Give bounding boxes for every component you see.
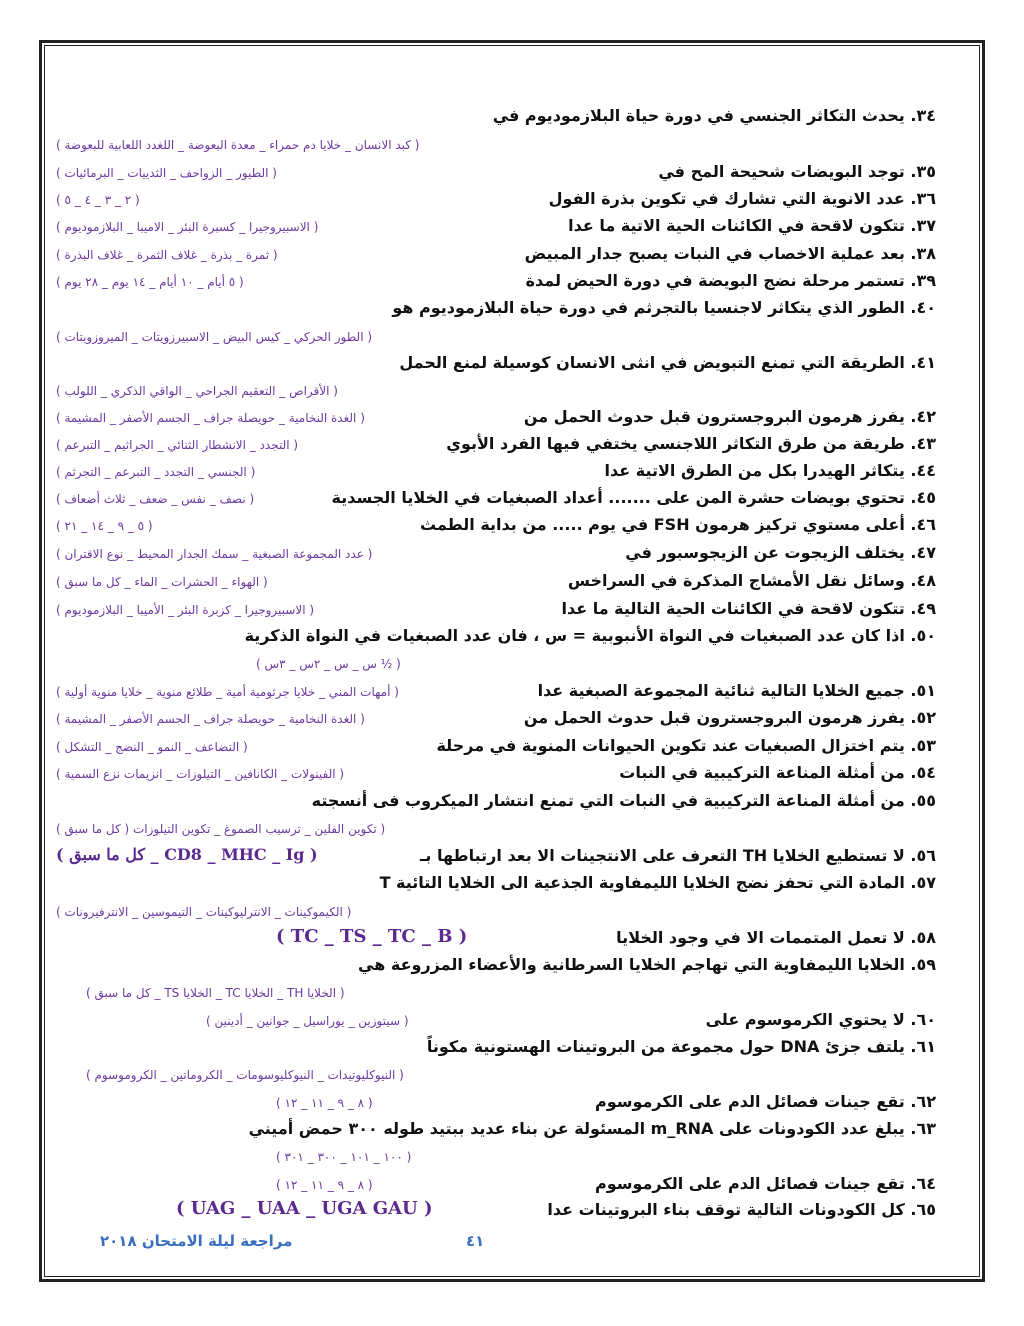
question-40	[56, 296, 936, 322]
question-57-options	[56, 899, 936, 925]
question-38	[56, 242, 936, 268]
answer-options: ( الطور الحركي _ كيس البيض _ الاسبيرزويتات _ الميروزويتات )	[56, 330, 373, 344]
answer-options: ( الاسبيروجيرا _ كسبرة البئر _ الاميبا _ البلازموديوم )	[56, 220, 319, 234]
question-text: ٣٨. بعد عملية الاخصاب في النبات يصبح جدار المبيض	[524, 244, 936, 263]
answer-options: ( UAG _ UAA _ UGA GAU )	[176, 1198, 433, 1219]
question-text: ٣٧. تتكون لاقحة في الكائنات الحية الاتية ما عدا	[568, 216, 936, 235]
question-54	[56, 761, 936, 787]
question-62	[56, 1090, 936, 1116]
question-55-options	[56, 816, 936, 842]
question-61	[56, 1035, 936, 1061]
question-text: ٤١. الطريقة التي تمنع التبويض في انثى الانسان كوسيلة لمنع الحمل	[399, 353, 936, 372]
question-text: ٤٤. يتكاثر الهيدرا بكل من الطرق الاتية عدا	[604, 461, 936, 480]
question-text: ٣٦. عدد الانوية التي تشارك في تكوين بذرة الفول	[548, 189, 936, 208]
question-56	[56, 844, 936, 870]
answer-options: ( التضاعف _ النمو _ النضج _ التشكل )	[56, 740, 248, 754]
question-45	[56, 486, 936, 512]
answer-options: ( ٥ أيام _ ١٠ أيام _ ١٤ يوم _ ٢٨ يوم )	[56, 275, 244, 289]
question-text: ٣٩. تستمر مرحلة نضج البويضة في دورة الحيض لمدة	[525, 271, 936, 290]
answer-options: ( الخلايا TH _ الخلايا TC _ الخلايا TS _ كل ما سبق )	[86, 986, 345, 1000]
question-text: ٤٩. تتكون لاقحة في الكائنات الحية التالية ما عدا	[561, 599, 936, 618]
question-52	[56, 706, 936, 732]
question-50-options	[56, 651, 936, 677]
question-51	[56, 679, 936, 705]
question-58	[56, 926, 936, 952]
question-35	[56, 160, 936, 186]
answer-options: ( الطيور _ الزواحف _ الثدييات _ البرمائيات )	[56, 166, 277, 180]
question-60	[56, 1008, 936, 1034]
answer-options: ( ½ س _ س _ ٢س _ ٣س )	[256, 657, 401, 671]
answer-options: ( كبد الانسان _ خلايا دم حمراء _ معدة البعوضة _ اللغدد اللعابية للبعوضة )	[56, 138, 420, 152]
questions-list	[56, 104, 936, 1219]
question-59	[56, 953, 936, 979]
answer-options: ( النيوكليوتيدات _ النيوكليوسومات _ الكروماتين _ الكروموسوم )	[86, 1068, 404, 1082]
answer-options: ( الكيموكينات _ الانترليوكينات _ التيموسين _ الانترفيرونات )	[56, 905, 352, 919]
answer-options: ( الغدة النخامية _ حويصلة جراف _ الجسم الأصفر _ المشيمة )	[56, 411, 365, 425]
question-50	[56, 624, 936, 650]
answer-options: ( CD8 _ MHC _ Ig _ كل ما سبق )	[56, 845, 318, 864]
question-text: ٦١. يلتف جزئ DNA حول مجموعة من البروتينات الهستونية مكوناً	[426, 1037, 936, 1056]
question-63	[56, 1117, 936, 1143]
question-text: ٣٤. يحدث التكاثر الجنسي في دورة حياة البلازموديوم في	[492, 106, 936, 125]
question-text: ٤٣. طريقة من طرق التكاثر اللاجنسي يختفي فيها الفرد الأبوي	[446, 434, 936, 453]
answer-options: ( ٨ _ ٩ _ ١١ _ ١٢ )	[276, 1096, 373, 1110]
question-text: ٥٣. يتم اختزال الصبغيات عند تكوين الحيوانات المنوية في مرحلة	[436, 736, 936, 755]
question-39	[56, 269, 936, 295]
question-63-options	[56, 1144, 936, 1170]
question-49	[56, 597, 936, 623]
question-text: ٦٤. تقع جينات فصائل الدم على الكرموسوم	[595, 1174, 936, 1193]
answer-options: ( عدد المجموعة الصبغية _ سمك الجدار المحيط _ نوع الاقتران )	[56, 547, 373, 561]
question-59-options	[56, 980, 936, 1006]
question-41-options	[56, 378, 936, 404]
answer-options: ( ٨ _ ٩ _ ١١ _ ١٢ )	[276, 1178, 373, 1192]
question-text: ٥٤. من أمثلة المناعة التركيبية في النبات	[619, 763, 936, 782]
footer-title: مراجعة ليلة الامتحان ٢٠١٨	[100, 1232, 293, 1250]
question-44	[56, 459, 936, 485]
question-text: ٤٧. يختلف الزيجوت عن الزيجوسبور في	[625, 543, 936, 562]
answer-options: ( TC _ TS _ TC _ B )	[276, 926, 468, 947]
answer-options: ( التجدد _ الانشطار الثنائي _ الجراثيم _ التبرعم )	[56, 438, 299, 452]
answer-options: ( ثمرة _ بذرة _ غلاف الثمرة _ غلاف البذرة )	[56, 248, 278, 262]
question-text: ٥٠. اذا كان عدد الصبغيات في النواة الأنبوبية = س ، فان عدد الصبغيات في النواة الذكرية	[244, 626, 936, 645]
answer-options: ( الفينولات _ الكانافين _ التيلوزات _ انزيمات نزع السمية )	[56, 767, 345, 781]
answer-options: ( الجنسي _ التجدد _ التبرعم _ التجرثم )	[56, 465, 256, 479]
question-text: ٦٠. لا يحتوي الكرموسوم على	[705, 1010, 936, 1029]
answer-options: ( الغدة النخامية _ حويصلة جراف _ الجسم الأصفر _ المشيمة )	[56, 712, 365, 726]
question-55	[56, 789, 936, 815]
question-text: ٥١. جميع الخلايا التالية ثنائية المجموعة الصبغية عدا	[537, 681, 936, 700]
answer-options: ( سيتوزين _ يوراسيل _ جوانين _ أدينين )	[206, 1014, 409, 1028]
question-text: ٤٢. يفرز هرمون البروجسترون قبل حدوث الحمل من	[523, 407, 936, 426]
question-34-options	[56, 132, 936, 158]
question-64	[56, 1172, 936, 1198]
question-53	[56, 734, 936, 760]
question-57	[56, 871, 936, 897]
question-text: ٥٦. لا تستطيع الخلايا TH التعرف على الانتجينات الا بعد ارتباطها بـ	[419, 846, 936, 865]
question-text: ٣٥. توجد البويضات شحيحة المح في	[658, 162, 936, 181]
question-text: ٥٩. الخلايا الليمفاوية التي تهاجم الخلايا السرطانية والأعضاء المزروعة هي	[358, 955, 936, 974]
question-text: ٦٥. كل الكودونات التالية توقف بناء البروتينات عدا	[547, 1200, 936, 1219]
question-text: ٤٥. تحتوي بويضات حشرة المن على ....... أعداد الصبغيات في الخلايا الجسدية	[331, 488, 936, 507]
question-text: ٥٨. لا تعمل المتممات الا في وجود الخلايا	[616, 928, 936, 947]
answer-options: ( ٥ _ ٩ _ ١٤ _ ٢١ )	[56, 519, 153, 533]
answer-options: ( الاسبيروجيرا _ كزبرة البئر _ الأميبا _ البلازموديوم )	[56, 603, 315, 617]
question-41	[56, 351, 936, 377]
question-65	[56, 1198, 936, 1224]
question-text: ٤٨. وسائل نقل الأمشاج المذكرة في السراخس	[567, 571, 936, 590]
question-37	[56, 214, 936, 240]
question-36	[56, 187, 936, 213]
question-text: ٤٠. الطور الذي يتكاثر لاجنسيا بالتجرثم في دورة حياة البلازموديوم هو	[392, 298, 936, 317]
answer-options: ( الأقراص _ التعقيم الجراحي _ الواقي الذكري _ اللولب )	[56, 384, 338, 398]
question-48	[56, 569, 936, 595]
page-number: ٤١	[466, 1232, 485, 1250]
answer-options: ( أمهات المني _ خلايا جرثومية أمية _ طلائع منوية _ خلايا منوية أولية )	[56, 685, 399, 699]
answer-options: ( الهواء _ الحشرات _ الماء _ كل ما سبق )	[56, 575, 268, 589]
answer-options: ( نصف _ نفس _ ضعف _ ثلاث أضعاف )	[56, 492, 255, 506]
question-text: ٥٥. من أمثلة المناعة التركيبية في النبات التي تمنع انتشار الميكروب فى أنسجته	[311, 791, 936, 810]
answer-options: ( ٢ _ ٣ _ ٤ _ ٥ )	[56, 193, 140, 207]
question-43	[56, 432, 936, 458]
question-34	[56, 104, 936, 130]
question-text: ٤٦. أعلى مستوي تركيز هرمون FSH في يوم ..... من بداية الطمث	[420, 515, 936, 534]
question-61-options	[56, 1062, 936, 1088]
question-42	[56, 405, 936, 431]
answer-options: ( ١٠٠ _ ١٠١ _ ٣٠٠ _ ٣٠١ )	[276, 1150, 412, 1164]
question-text: ٦٢. تقع جينات فصائل الدم على الكرموسوم	[595, 1092, 936, 1111]
question-46	[56, 513, 936, 539]
question-40-options	[56, 324, 936, 350]
question-text: ٥٢. يفرز هرمون البروجسترون قبل حدوث الحمل من	[523, 708, 936, 727]
question-text: ٦٣. يبلغ عدد الكودونات على m_RNA المسئولة عن بناء عديد ببتيد طوله ٣٠٠ حمض أميني	[248, 1119, 936, 1138]
question-text: ٥٧. المادة التي تحفز نضج الخلايا الليمفاوية الجذعية الى الخلايا التائية T	[379, 873, 936, 892]
question-47	[56, 541, 936, 567]
answer-options: ( تكوين الفلين _ ترسيب الصموغ _ تكوين التيلوزات ( كل ما سبق )	[56, 822, 386, 836]
